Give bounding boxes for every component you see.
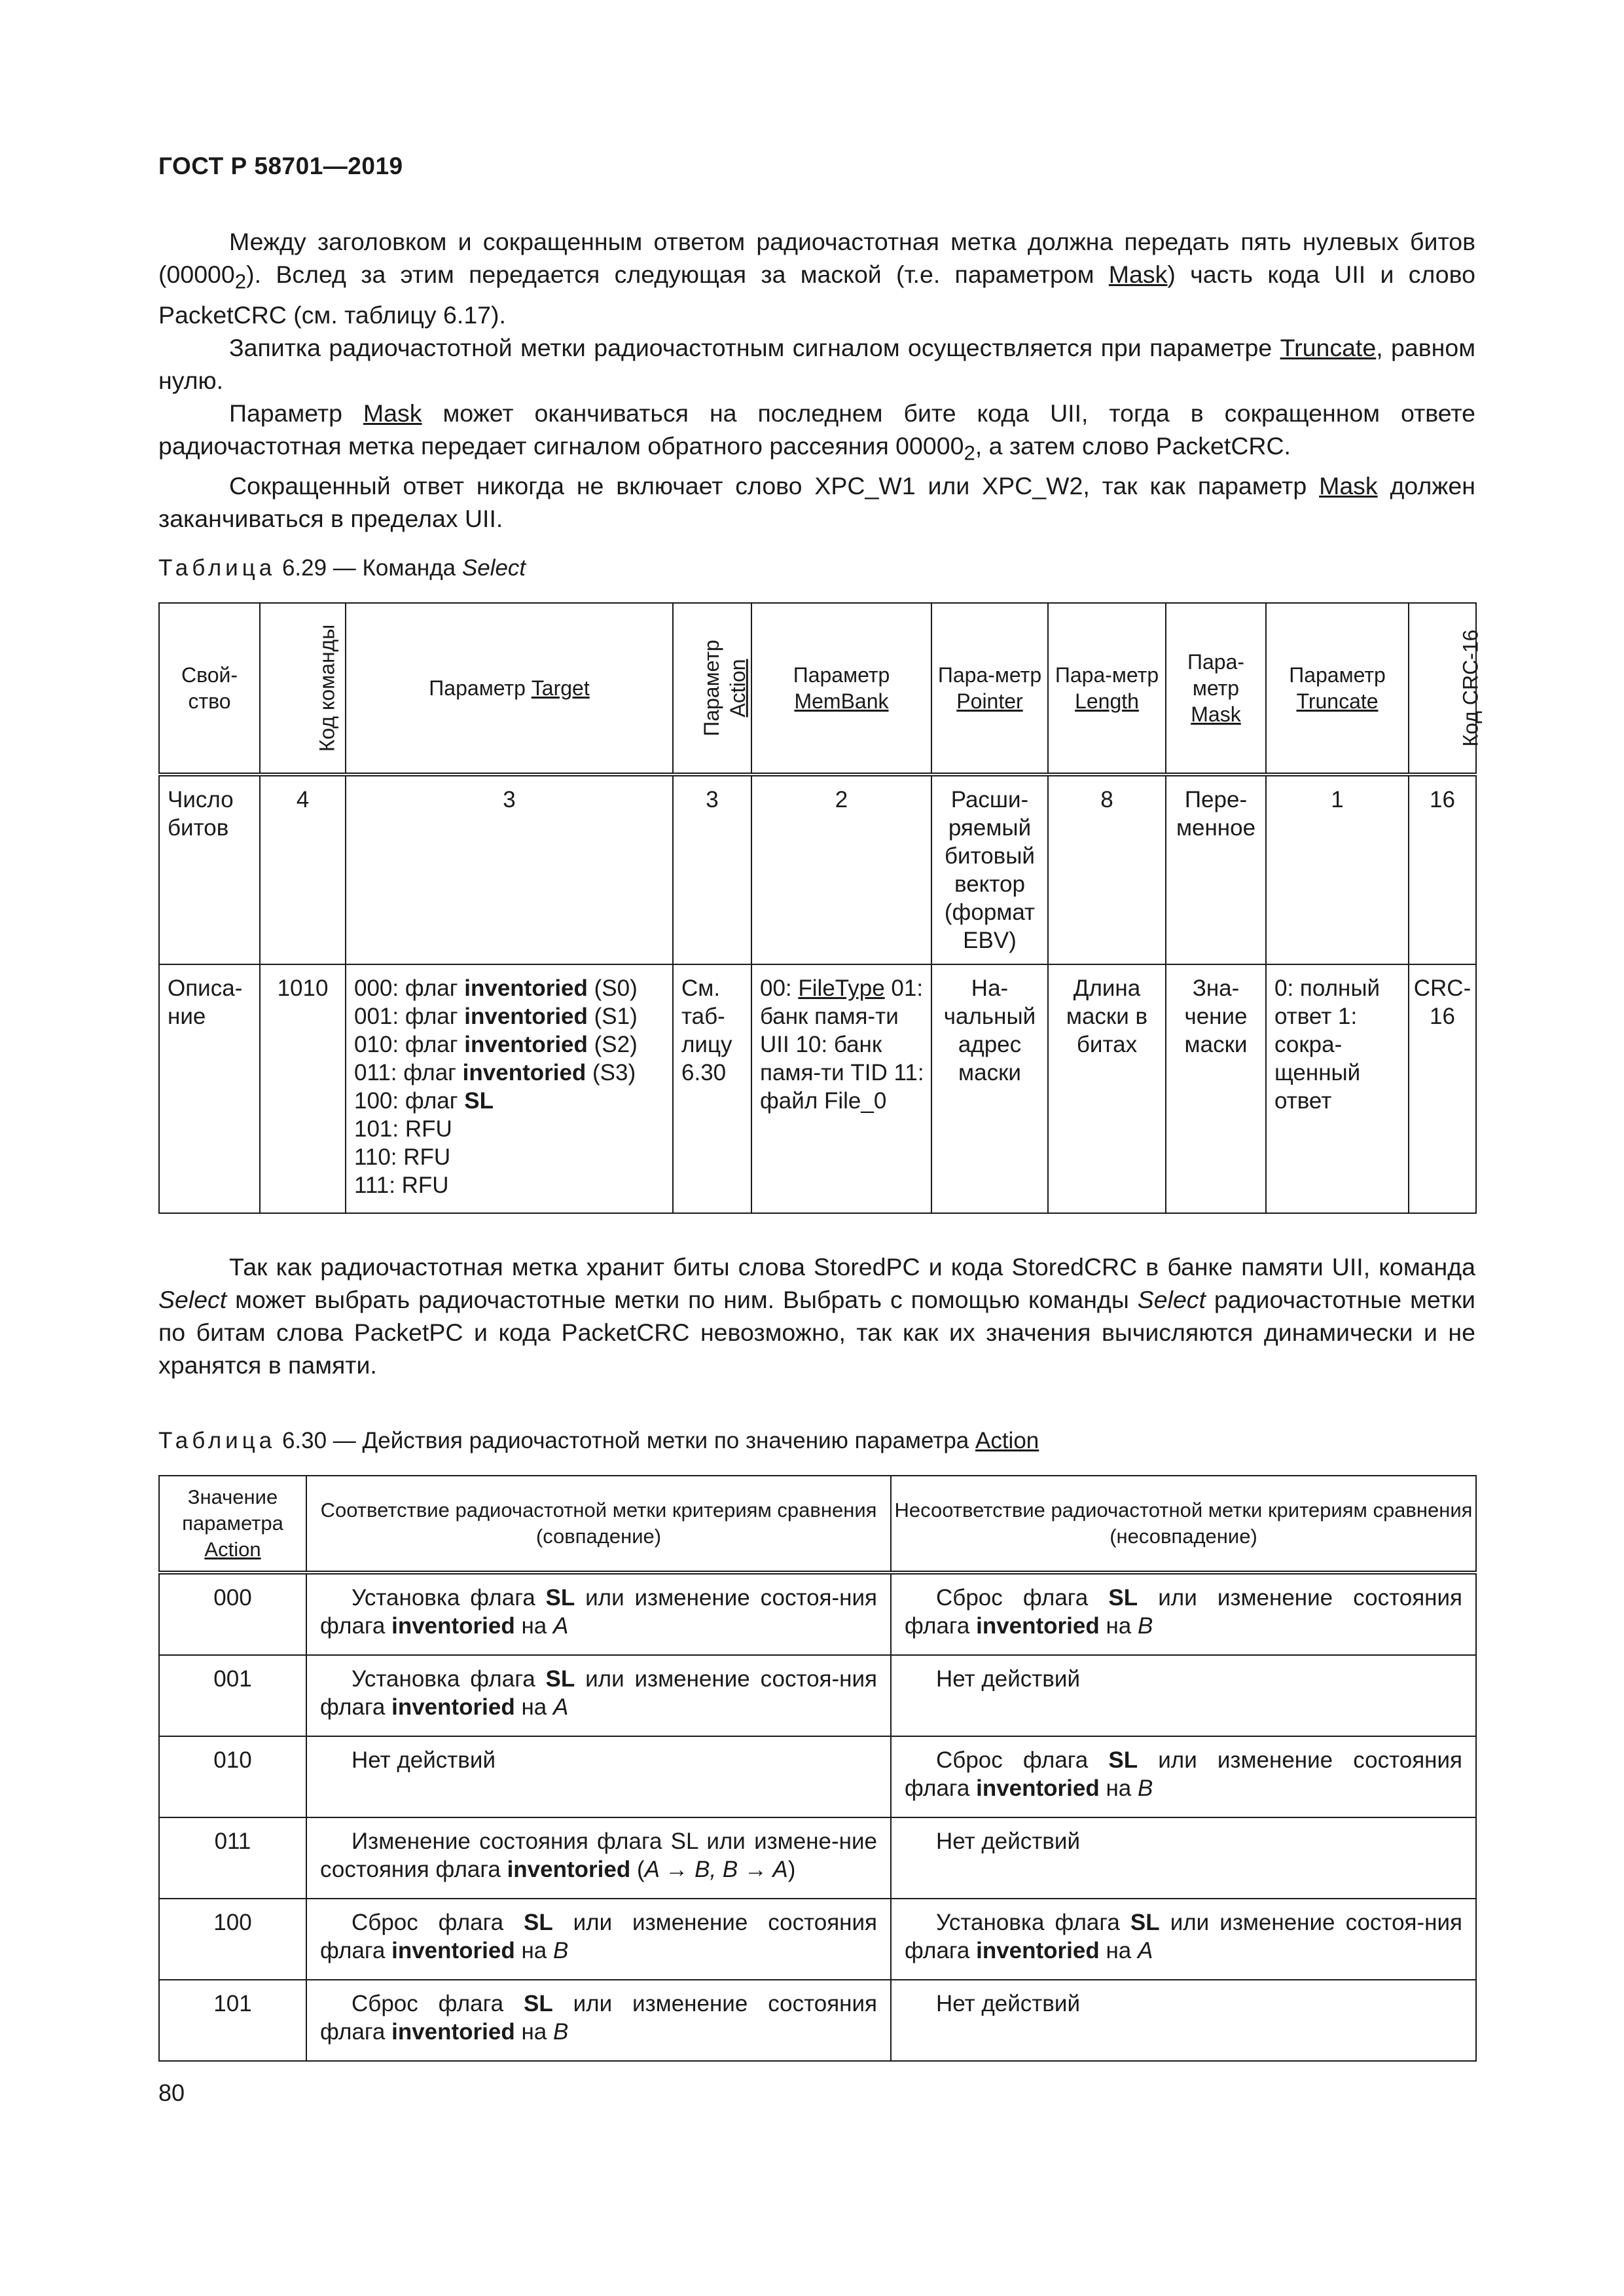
match-action: Нет действий [306, 1736, 891, 1817]
action-table [158, 1475, 1477, 2062]
header-target: Параметр Target [346, 603, 673, 774]
page-number: 80 [158, 2079, 185, 2106]
header-pointer: Пара-метр Pointer [931, 603, 1048, 774]
header-action: Параметр Action [673, 603, 751, 774]
bits-pointer: Расши-ряемый битовый вектор (формат EBV) [931, 774, 1048, 964]
action-code: 010 [159, 1736, 306, 1817]
desc-target [346, 964, 673, 1213]
match-action: Установка флага SL или изменение состоя-ния флага inventoried на A [306, 1655, 891, 1736]
desc-pointer: На-чальный адрес маски [931, 964, 1048, 1213]
header-action-value: Значение параметра Action [159, 1476, 306, 1573]
bits-length: 8 [1048, 774, 1166, 964]
target-line: 110: RFU [354, 1144, 451, 1170]
bits-mask: Пере-менное [1166, 774, 1266, 964]
nomatch-action: Установка флага SL или изменение состоя-ния флага inventoried на A [891, 1899, 1476, 1980]
select-explanation [158, 1250, 1475, 1381]
header-crc: Код CRC-16 [1409, 603, 1476, 774]
table-row [159, 1817, 1476, 1899]
desc-membank: 00: FileType 01: банк памя-ти UII 10: банк памя-ти TID 11: файл File_0 [751, 964, 931, 1213]
nomatch-action: Нет действий [891, 1817, 1476, 1899]
table-row [159, 1899, 1476, 1980]
bits-crc: 16 [1409, 774, 1476, 964]
action-code: 001 [159, 1655, 306, 1736]
document-header: ГОСТ Р 58701—2019 [158, 153, 403, 179]
select-command-table [158, 602, 1483, 1214]
match-action: Сброс флага SL или изменение состояния флага inventoried на B [306, 1899, 891, 1980]
header-property: Свой-ство [159, 603, 260, 774]
table-row [159, 1573, 1476, 1655]
target-line: 000: флаг inventoried (S0) [354, 975, 638, 1001]
header-code: Код команды [260, 603, 346, 774]
header-truncate: Параметр Truncate [1266, 603, 1409, 774]
desc-action: См. таб-лицу 6.30 [673, 964, 751, 1213]
bits-target: 3 [346, 774, 673, 964]
header-mask: Пара-метр Mask [1166, 603, 1266, 774]
header-length: Пара-метр Length [1048, 603, 1166, 774]
table-1-caption: Таблица 6.29 — Команда Select [158, 555, 526, 581]
paragraph-2: Запитка радиочастотной метки радиочастотным сигналом осуществляется при параметре Truncate, равном нулю. [158, 333, 1475, 394]
bits-action: 3 [673, 774, 751, 964]
table-row [159, 1980, 1476, 2061]
paragraph-1: Между заголовком и сокращенным ответом радиочастотная метка должна передать пять нулевых битов $(00000_2)$. Вслед за этим передается следующая за маской (т.е. параметром Mask) часть кода UII и слово PacketCRC (см. таблицу 6.17). [158, 228, 1475, 329]
target-line: 010: флаг inventoried (S2) [354, 1032, 638, 1057]
nomatch-action: Сброс флага SL или изменение состояния флага inventoried на B [891, 1573, 1476, 1655]
nomatch-action: Сброс флага SL или изменение состояния флага inventoried на B [891, 1736, 1476, 1817]
target-line: 101: RFU [354, 1116, 452, 1142]
bits-membank: 2 [751, 774, 931, 964]
table-row [159, 964, 1476, 1213]
action-code: 000 [159, 1573, 306, 1655]
header-nomatch: Несоответствие радиочастотной метки критериям сравнения (несовпадение) [891, 1476, 1476, 1573]
bits-code: 4 [260, 774, 346, 964]
table-row [159, 774, 1476, 964]
target-line: 001: флаг inventoried (S1) [354, 1004, 638, 1029]
target-line: 011: флаг inventoried (S3) [354, 1060, 636, 1085]
nomatch-action: Нет действий [891, 1980, 1476, 2061]
action-code: 011 [159, 1817, 306, 1899]
bits-label: Число битов [159, 774, 260, 964]
desc-mask: Зна-чение маски [1166, 964, 1266, 1213]
action-code: 101 [159, 1980, 306, 2061]
action-code: 100 [159, 1899, 306, 1980]
desc-code: 1010 [260, 964, 346, 1213]
table-row [159, 1655, 1476, 1736]
target-line: 111: RFU [354, 1173, 449, 1198]
desc-crc: CRC-16 [1409, 964, 1476, 1213]
target-line: 100: флаг SL [354, 1088, 494, 1114]
match-action: Сброс флага SL или изменение состояния флага inventoried на B [306, 1980, 891, 2061]
match-action: Установка флага SL или изменение состоя-ния флага inventoried на A [306, 1573, 891, 1655]
match-action: Изменение состояния флага SL или измене-ние состояния флага inventoried (A → B, B → A) [306, 1817, 891, 1899]
desc-label: Описа-ние [159, 964, 260, 1213]
intro-text [158, 225, 1475, 535]
table-2-caption: Таблица 6.30 — Действия радиочастотной метки по значению параметра Action [158, 1428, 1039, 1453]
table-2-header-row [159, 1476, 1476, 1573]
paragraph-4: Сокращенный ответ никогда не включает слово XPC_W1 или XPC_W2, так как параметр Mask должен заканчиваться в пределах UII. [158, 472, 1475, 532]
paragraph-5: Так как радиочастотная метка хранит биты слова StoredPC и кода StoredCRC в банке памяти UII, команда Select может выбрать радиочастотные метки по ним. Выбрать с помощью команды Select радиочастотные метки по битам слова PacketPC и кода PacketCRC невозможно, так как их значения вычисляются динамически и не хранятся в памяти. [158, 1253, 1475, 1379]
nomatch-action: Нет действий [891, 1655, 1476, 1736]
header-match: Соответствие радиочастотной метки критериям сравнения (совпадение) [306, 1476, 891, 1573]
bits-truncate: 1 [1266, 774, 1409, 964]
desc-length: Длина маски в битах [1048, 964, 1166, 1213]
paragraph-3: Параметр Mask может оканчиваться на последнем бите кода UII, тогда в сокращенном ответе радиочастотная метка передает сигналом обратного рассеяния $00000_2$, а затем слово PacketCRC. [158, 399, 1475, 464]
table-1-header-row [159, 603, 1476, 774]
table-row [159, 1736, 1476, 1817]
header-membank: Параметр MemBank [751, 603, 931, 774]
desc-truncate: 0: полный ответ 1: сокра-щенный ответ [1266, 964, 1409, 1213]
